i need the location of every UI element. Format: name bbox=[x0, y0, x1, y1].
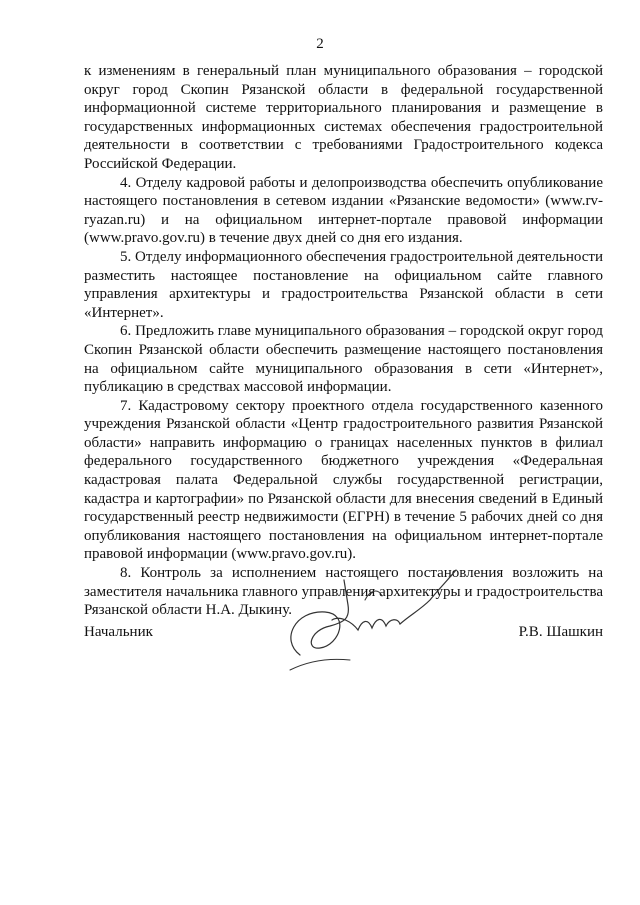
signatory-position: Начальник bbox=[84, 624, 153, 640]
page-number: 2 bbox=[316, 36, 324, 52]
paragraph-item-5: 5. Отделу информационного обеспечения градостроительной деятельности разместить настоящее постановление на официальном сайте главного управления архитектуры и градостроительства Рязанской области в сети «Интернет». bbox=[84, 248, 603, 321]
paragraph-item-6: 6. Предложить главе муниципального образования – городской округ город Скопин Рязанской области обеспечить размещение настоящего постановления на официальном сайте муниципального образования в сети «Интернет», публикацию в средствах массовой информации. bbox=[84, 323, 603, 396]
paragraph-continuation: к изменениям в генеральный план муниципального образования – городской округ город Скопин Рязанской области в федеральной государственной информационной системе территориального планирования и размещение в государственных информационных системах обеспечения градостроительной деятельности в соответствии с требованиями Градостроительного кодекса Российской Федерации. bbox=[84, 63, 603, 172]
document-body bbox=[84, 62, 603, 620]
signatory-name: Р.В. Шашкин bbox=[518, 624, 603, 640]
paragraph-item-4: 4. Отделу кадровой работы и делопроизводства обеспечить опубликование настоящего постановления в сетевом издании «Рязанские ведомости» (www.rv-ryazan.ru) и на официальном интернет-портале правовой информации (www.pravo.gov.ru) в течение двух дней со дня его издания. bbox=[84, 174, 603, 247]
paragraph-item-8: 8. Контроль за исполнением настоящего постановления возложить на заместителя начальника главного управления архитектуры и градостроительства Рязанской области Н.А. Дыкину. bbox=[84, 565, 603, 619]
paragraph-item-7: 7. Кадастровому сектору проектного отдела государственного казенного учреждения Рязанской области «Центр градостроительного развития Рязанской области» направить информацию о границах населенных пунктов в филиал федерального государственного бюджетного учреждения «Федеральная кадастровая палата Федеральной службы государственной регистрации, кадастра и картографии» по Рязанской области для внесения сведений в Единый государственный реестр недвижимости (ЕГРН) в течение 5 рабочих дней со дня опубликования настоящего постановления на официальном интернет-портале правовой информации (www.pravo.gov.ru). bbox=[84, 397, 603, 563]
signature-block bbox=[84, 624, 603, 646]
